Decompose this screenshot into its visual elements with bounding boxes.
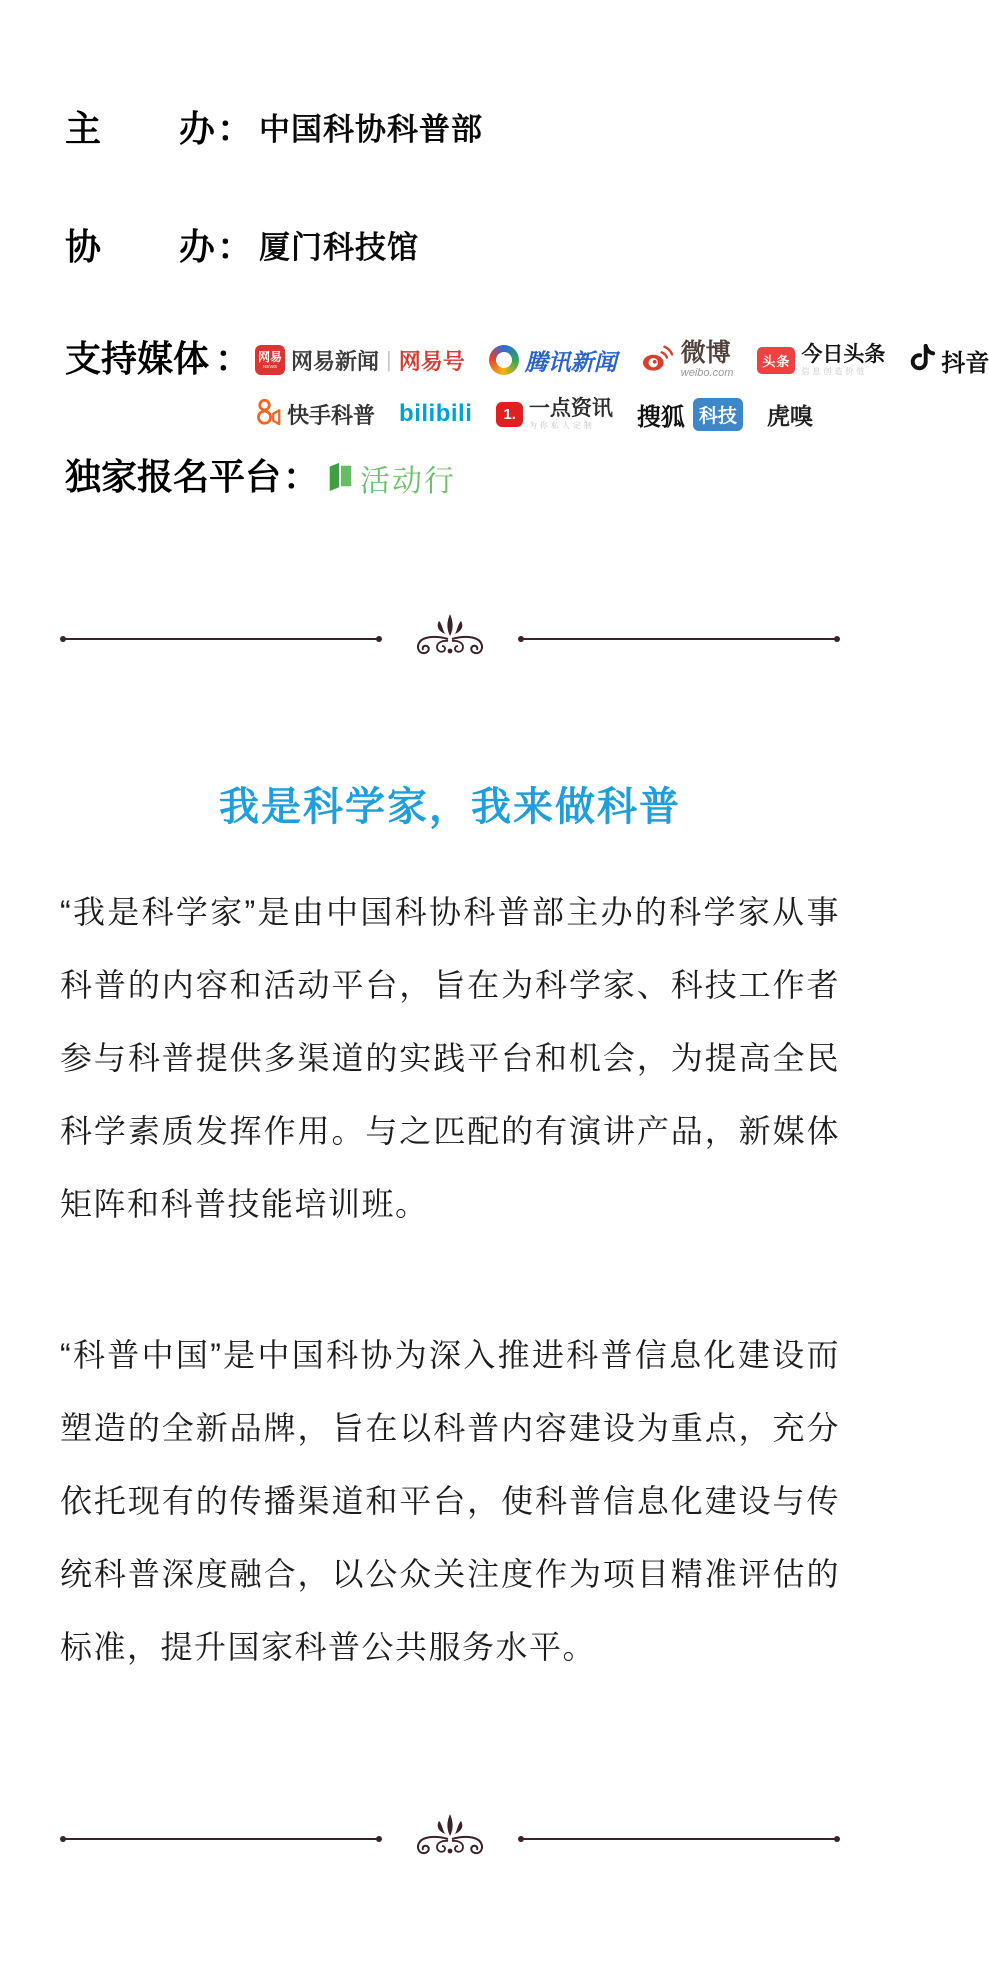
media-colon: ：	[215, 338, 252, 379]
toutiao-badge-icon: 头条	[757, 347, 795, 374]
weibo-logo	[641, 341, 734, 379]
divider-line-left	[62, 638, 380, 640]
huodongxing-logo	[325, 456, 456, 500]
tencent-news-wordmark: 腾讯新闻	[524, 348, 617, 375]
douyin-wordmark: 抖音	[941, 349, 989, 377]
media-logo-line-2	[255, 394, 989, 434]
divider-line-right	[520, 1838, 838, 1840]
media-logo-grid	[255, 338, 989, 434]
divider-line-left	[62, 1838, 380, 1840]
co-organizer-colon: ：	[217, 226, 254, 267]
weibo-domain: weibo.com	[680, 367, 734, 379]
paragraph-1: “我是科学家”是由中国科协科普部主办的科学家从事科普的内容和活动平台，旨在为科学家、科技工作者参与科普提供多渠道的实践平台和机会，为提高全民科学素质发挥作用。与之匹配的有演讲产品，新媒体矩阵和科普技能培训班。	[60, 894, 840, 1222]
section-divider-top	[62, 612, 838, 665]
co-organizer-value: 厦门科技馆	[259, 230, 420, 265]
netease-separator: |	[386, 347, 392, 372]
huodongxing-book-icon	[325, 460, 355, 497]
co-organizer-label: 协办	[65, 226, 215, 267]
platform-label: 独家报名平台	[65, 456, 282, 497]
weibo-eye-icon	[641, 343, 675, 378]
organizer-row	[65, 108, 900, 152]
platform-colon: ：	[283, 456, 320, 497]
kuaishou-kepu-wordmark: 快手科普	[287, 402, 376, 428]
huxiu-wordmark: 虎嗅	[766, 403, 813, 429]
divider-line-right	[520, 638, 838, 640]
kuaishou-icon	[255, 397, 281, 432]
flourish-ornament-icon	[390, 612, 510, 665]
toutiao-slogan: 信息创造价值	[801, 367, 868, 376]
kuaishou-kepu-logo	[255, 397, 375, 432]
yidian-zixun-logo	[496, 398, 613, 430]
registration-platform-row	[65, 454, 900, 500]
organizer-value: 中国科协科普部	[259, 112, 484, 147]
sohu-tech-logo	[637, 397, 743, 432]
tencent-news-icon	[489, 345, 519, 375]
bilibili-logo	[399, 400, 472, 428]
netease-account-wordmark: 网易号	[398, 348, 465, 374]
yidian-badge-icon: 1.	[496, 402, 523, 427]
douyin-logo	[909, 343, 989, 378]
article-body	[0, 775, 900, 1684]
media-label: 支持媒体	[65, 338, 210, 379]
tencent-news-logo	[489, 344, 617, 377]
yidian-wordmark: 一点资讯	[528, 397, 613, 420]
bilibili-wordmark: bilibili	[399, 400, 473, 427]
netease-news-logo	[255, 345, 465, 376]
sohu-tech-badge: 科技	[693, 398, 743, 431]
section-divider-bottom	[62, 1812, 838, 1865]
organizer-colon: ：	[217, 108, 254, 149]
douyin-note-icon	[909, 343, 935, 378]
paragraph-2: “科普中国”是中国科协为深入推进科普信息化建设而塑造的全新品牌，旨在以科普内容建设为重点，充分依托现有的传播渠道和平台，使科普信息化建设与传统科普深度融合，以公众关注度作为项目精准评估的标准，提升国家科普公共服务水平。	[60, 1337, 840, 1665]
article-title: 我是科学家，我来做科普	[219, 785, 681, 829]
event-info	[0, 0, 989, 500]
yidian-slogan: 为你私人定制	[528, 421, 595, 430]
media-logo-line-1	[255, 340, 989, 380]
supporting-media-row	[65, 338, 989, 434]
netease-news-wordmark: 网易新闻	[291, 348, 380, 374]
huxiu-logo	[767, 398, 813, 431]
organizer-label: 主办	[65, 108, 215, 149]
toutiao-logo	[757, 344, 885, 376]
toutiao-wordmark: 今日头条	[801, 343, 886, 366]
netease-icon: 网易 NEWS	[255, 345, 285, 375]
sohu-wordmark: 搜狐	[636, 403, 685, 431]
weibo-wordmark: 微博	[680, 339, 731, 367]
huodongxing-wordmark: 活动行	[360, 465, 457, 498]
flourish-ornament-icon	[390, 1812, 510, 1865]
co-organizer-row	[65, 226, 900, 270]
